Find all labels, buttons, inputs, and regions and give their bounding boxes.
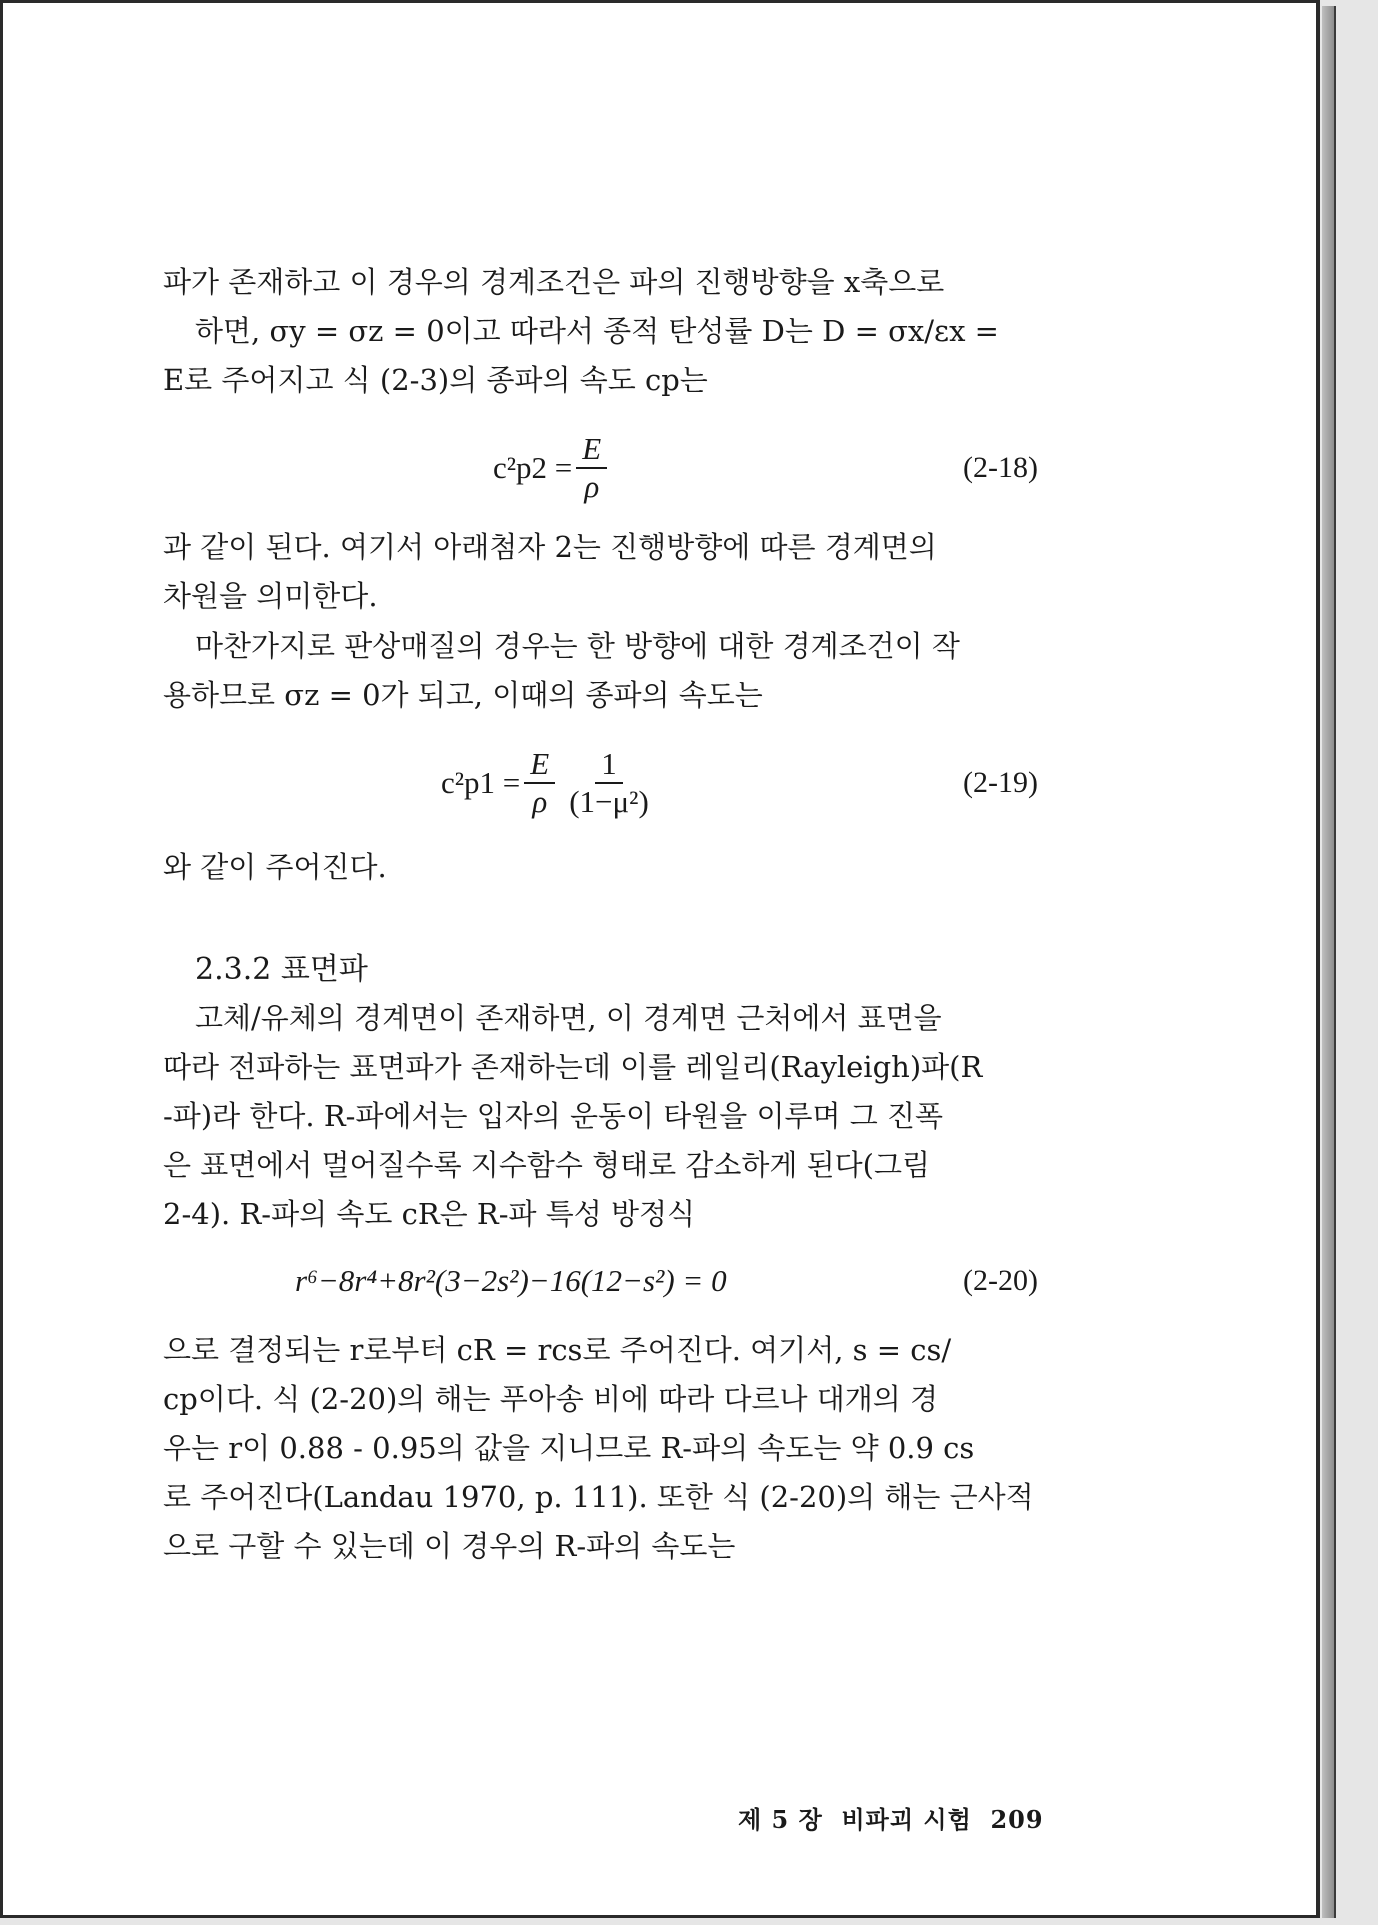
fraction-denominator: (1−μ²)	[569, 784, 649, 819]
section-heading: 2.3.2 표면파	[195, 952, 368, 987]
text-line: 와 같이 주어진다.	[163, 850, 387, 884]
paragraph-3	[163, 622, 1068, 720]
text-line: E로 주어지고 식 (2-3)의 종파의 속도 cp는	[163, 363, 708, 397]
text-line: 하면, σy = σz = 0이고 따라서 종적 탄성률 D는 D = σx/εx =	[195, 314, 999, 348]
fraction	[576, 431, 607, 505]
fraction	[563, 746, 655, 820]
text-line: 차원을 의미한다.	[163, 579, 378, 613]
text-line: 로 주어진다(Landau 1970, p. 111). 또한 식 (2-20)의 해는 근사적	[163, 1480, 1034, 1514]
equation-lhs: c²p2 =	[493, 450, 573, 485]
fraction	[524, 746, 555, 820]
fraction-numerator: E	[524, 746, 555, 784]
fraction-denominator: ρ	[532, 784, 548, 819]
fraction-denominator: ρ	[584, 469, 600, 504]
equation-number: (2-18)	[963, 451, 1038, 484]
equation-2-19	[163, 743, 1068, 823]
equation-2-20	[163, 1241, 1068, 1321]
paragraph-1	[163, 258, 1068, 405]
text-line: 용하므로 σz = 0가 되고, 이때의 종파의 속도는	[163, 678, 763, 712]
text-line: 마찬가지로 판상매질의 경우는 한 방향에 대한 경계조건이 작	[195, 629, 960, 663]
text-line: 고체/유체의 경계면이 존재하면, 이 경계면 근처에서 표면을	[195, 1001, 942, 1035]
equation-formula: r⁶−8r⁴+8r²(3−2s²)−16(12−s²) = 0	[295, 1263, 727, 1298]
equation-lhs: c²p1 =	[441, 765, 521, 800]
text-line: 으로 구할 수 있는데 이 경우의 R-파의 속도는	[163, 1529, 736, 1563]
text-line: -파)라 한다. R-파에서는 입자의 운동이 타원을 이루며 그 진폭	[163, 1099, 944, 1133]
text-line: 으로 결정되는 r로부터 cR = rcs로 주어진다. 여기서, s = cs/	[163, 1333, 952, 1367]
text-line: 은 표면에서 멀어질수록 지수함수 형태로 감소하게 된다(그림	[163, 1148, 930, 1182]
fraction-numerator: E	[576, 431, 607, 469]
paragraph-2	[163, 523, 1068, 621]
text-line: 파가 존재하고 이 경우의 경계조건은 파의 진행방향을 x축으로	[163, 265, 945, 299]
paragraph-5	[163, 994, 1068, 1239]
text-line: 과 같이 된다. 여기서 아래첨자 2는 진행방향에 따른 경계면의	[163, 530, 937, 564]
page-edge	[1322, 6, 1336, 1918]
paragraph-6	[163, 1326, 1068, 1571]
text-line: 우는 r이 0.88 - 0.95의 값을 지니므로 R-파의 속도는 약 0.9 cs	[163, 1431, 975, 1465]
paragraph-4	[163, 843, 1068, 892]
text-line: 따라 전파하는 표면파가 존재하는데 이를 레일리(Rayleigh)파(R	[163, 1050, 983, 1084]
fraction-numerator: 1	[595, 746, 623, 784]
equation-2-18	[163, 428, 1068, 508]
equation-number: (2-19)	[963, 766, 1038, 799]
equation-number: (2-20)	[963, 1264, 1038, 1297]
page-footer: 제 5 장 비파괴 시험 209	[738, 1805, 1044, 1834]
text-line: cp이다. 식 (2-20)의 해는 푸아송 비에 따라 다르나 대개의 경	[163, 1382, 939, 1416]
text-line: 2-4). R-파의 속도 cR은 R-파 특성 방정식	[163, 1197, 696, 1231]
